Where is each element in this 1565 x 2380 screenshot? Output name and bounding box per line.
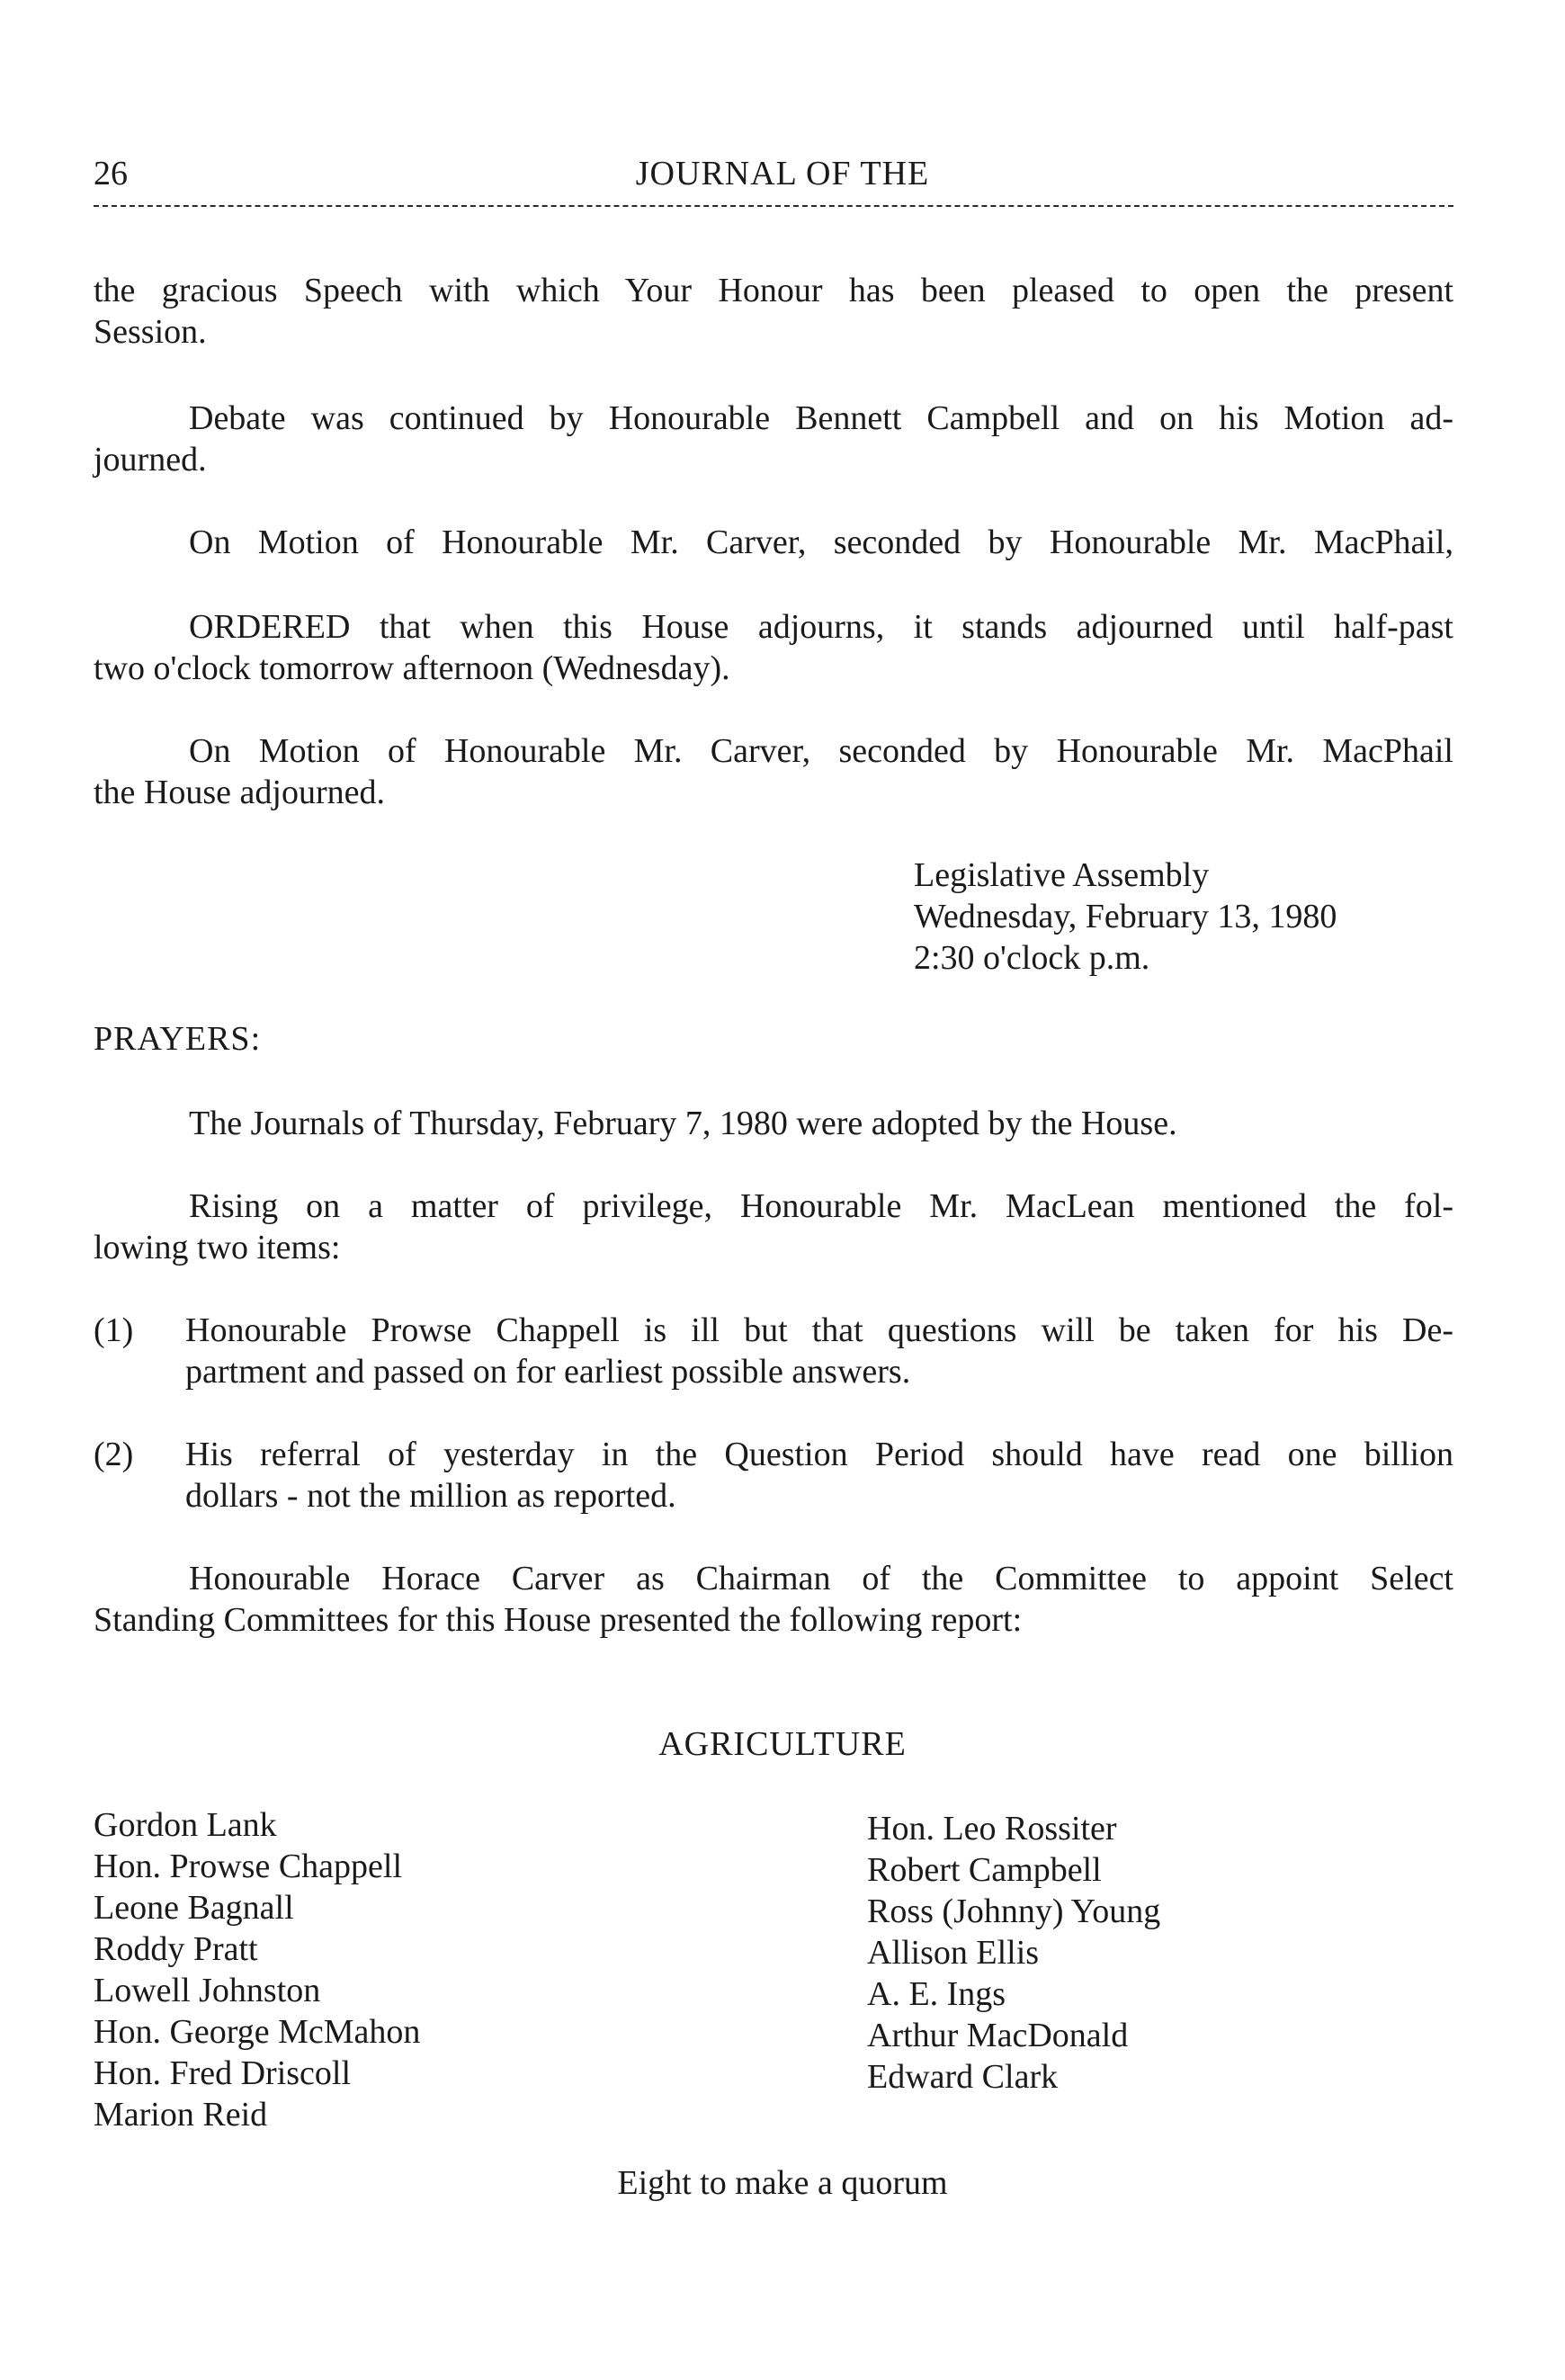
sitting-header: [914, 854, 1453, 979]
paragraph-line: journed.: [94, 441, 207, 479]
paragraph-adjourned: [94, 730, 1453, 813]
member-name: Roddy Pratt: [94, 1930, 258, 1968]
item-line: Honourable Prowse Chappell is ill but that questions will be taken for his De-: [185, 1311, 1453, 1349]
header-rule: [94, 205, 1453, 207]
paragraph-line: Debate was continued by Honourable Bennett Campbell and on his Motion ad-: [189, 399, 1453, 437]
member-name: Hon. George McMahon: [94, 2013, 421, 2051]
member-name: Hon. Fred Driscoll: [94, 2054, 352, 2092]
paragraph-journals-adopted: [94, 1103, 1453, 1144]
member-name: Arthur MacDonald: [867, 2017, 1129, 2054]
paragraph-line: Rising on a matter of privilege, Honourable Mr. MacLean mentioned the fol-: [189, 1187, 1453, 1225]
item-line: dollars - not the million as reported.: [185, 1477, 676, 1515]
prayers-heading: PRAYERS:: [94, 1020, 262, 1058]
paragraph-line: lowing two items:: [94, 1229, 341, 1266]
paragraph-privilege: [94, 1186, 1453, 1268]
page-number: 26: [94, 155, 128, 192]
item-number: (1): [94, 1311, 134, 1349]
item-line: His referral of yesterday in the Question Period should have read one billion: [185, 1436, 1453, 1473]
member-name: Ross (Johnny) Young: [867, 1892, 1161, 1930]
running-header: JOURNAL OF THE: [635, 155, 930, 192]
paragraph-line: The Journals of Thursday, February 7, 1980 were adopted by the House.: [189, 1105, 1177, 1142]
paragraph-line: the House adjourned.: [94, 774, 385, 811]
paragraph-line: the gracious Speech with which Your Honour has been pleased to open the present: [94, 272, 1453, 309]
item-text: [185, 1434, 1453, 1517]
paragraph-line: On Motion of Honourable Mr. Carver, seconded by Honourable Mr. MacPhail: [189, 732, 1453, 770]
sitting-time: 2:30 o'clock p.m.: [914, 939, 1150, 977]
paragraph-motion: [94, 522, 1453, 563]
paragraph-line: two o'clock tomorrow afternoon (Wednesday).: [94, 649, 730, 687]
member-name: Allison Ellis: [867, 1934, 1040, 1972]
member-name: Lowell Johnston: [94, 1972, 321, 2009]
committee-title: AGRICULTURE: [658, 1725, 907, 1763]
item-text: [185, 1310, 1453, 1392]
member-name: Leone Bagnall: [94, 1889, 294, 1927]
paragraph-line: Session.: [94, 313, 207, 351]
sitting-assembly: Legislative Assembly: [914, 856, 1210, 894]
item-line: partment and passed on for earliest possible answers.: [185, 1353, 911, 1391]
committee-members-left: [94, 1804, 723, 2135]
member-name: Marion Reid: [94, 2096, 268, 2134]
member-name: Hon. Leo Rossiter: [867, 1810, 1117, 1848]
member-name: Edward Clark: [867, 2058, 1059, 2096]
paragraph-speech: [94, 270, 1453, 353]
member-name: Hon. Prowse Chappell: [94, 1848, 403, 1885]
member-name: A. E. Ings: [867, 1975, 1006, 2013]
paragraph-committee-report: [94, 1558, 1453, 1641]
sitting-date: Wednesday, February 13, 1980: [914, 898, 1337, 935]
paragraph-ordered: [94, 606, 1453, 689]
paragraph-line: ORDERED that when this House adjourns, it stands adjourned until half-past: [189, 608, 1453, 646]
paragraph-line: Honourable Horace Carver as Chairman of the Committee to appoint Select: [189, 1560, 1453, 1597]
paragraph-debate: [94, 398, 1453, 480]
quorum-note: Eight to make a quorum: [617, 2164, 948, 2202]
item-number: (2): [94, 1436, 134, 1473]
member-name: Robert Campbell: [867, 1851, 1102, 1889]
paragraph-line: Standing Committees for this House presented the following report:: [94, 1601, 1023, 1639]
paragraph-line: On Motion of Honourable Mr. Carver, seconded by Honourable Mr. MacPhail,: [189, 523, 1453, 561]
committee-members-right: [867, 1808, 1453, 2098]
member-name: Gordon Lank: [94, 1806, 277, 1844]
